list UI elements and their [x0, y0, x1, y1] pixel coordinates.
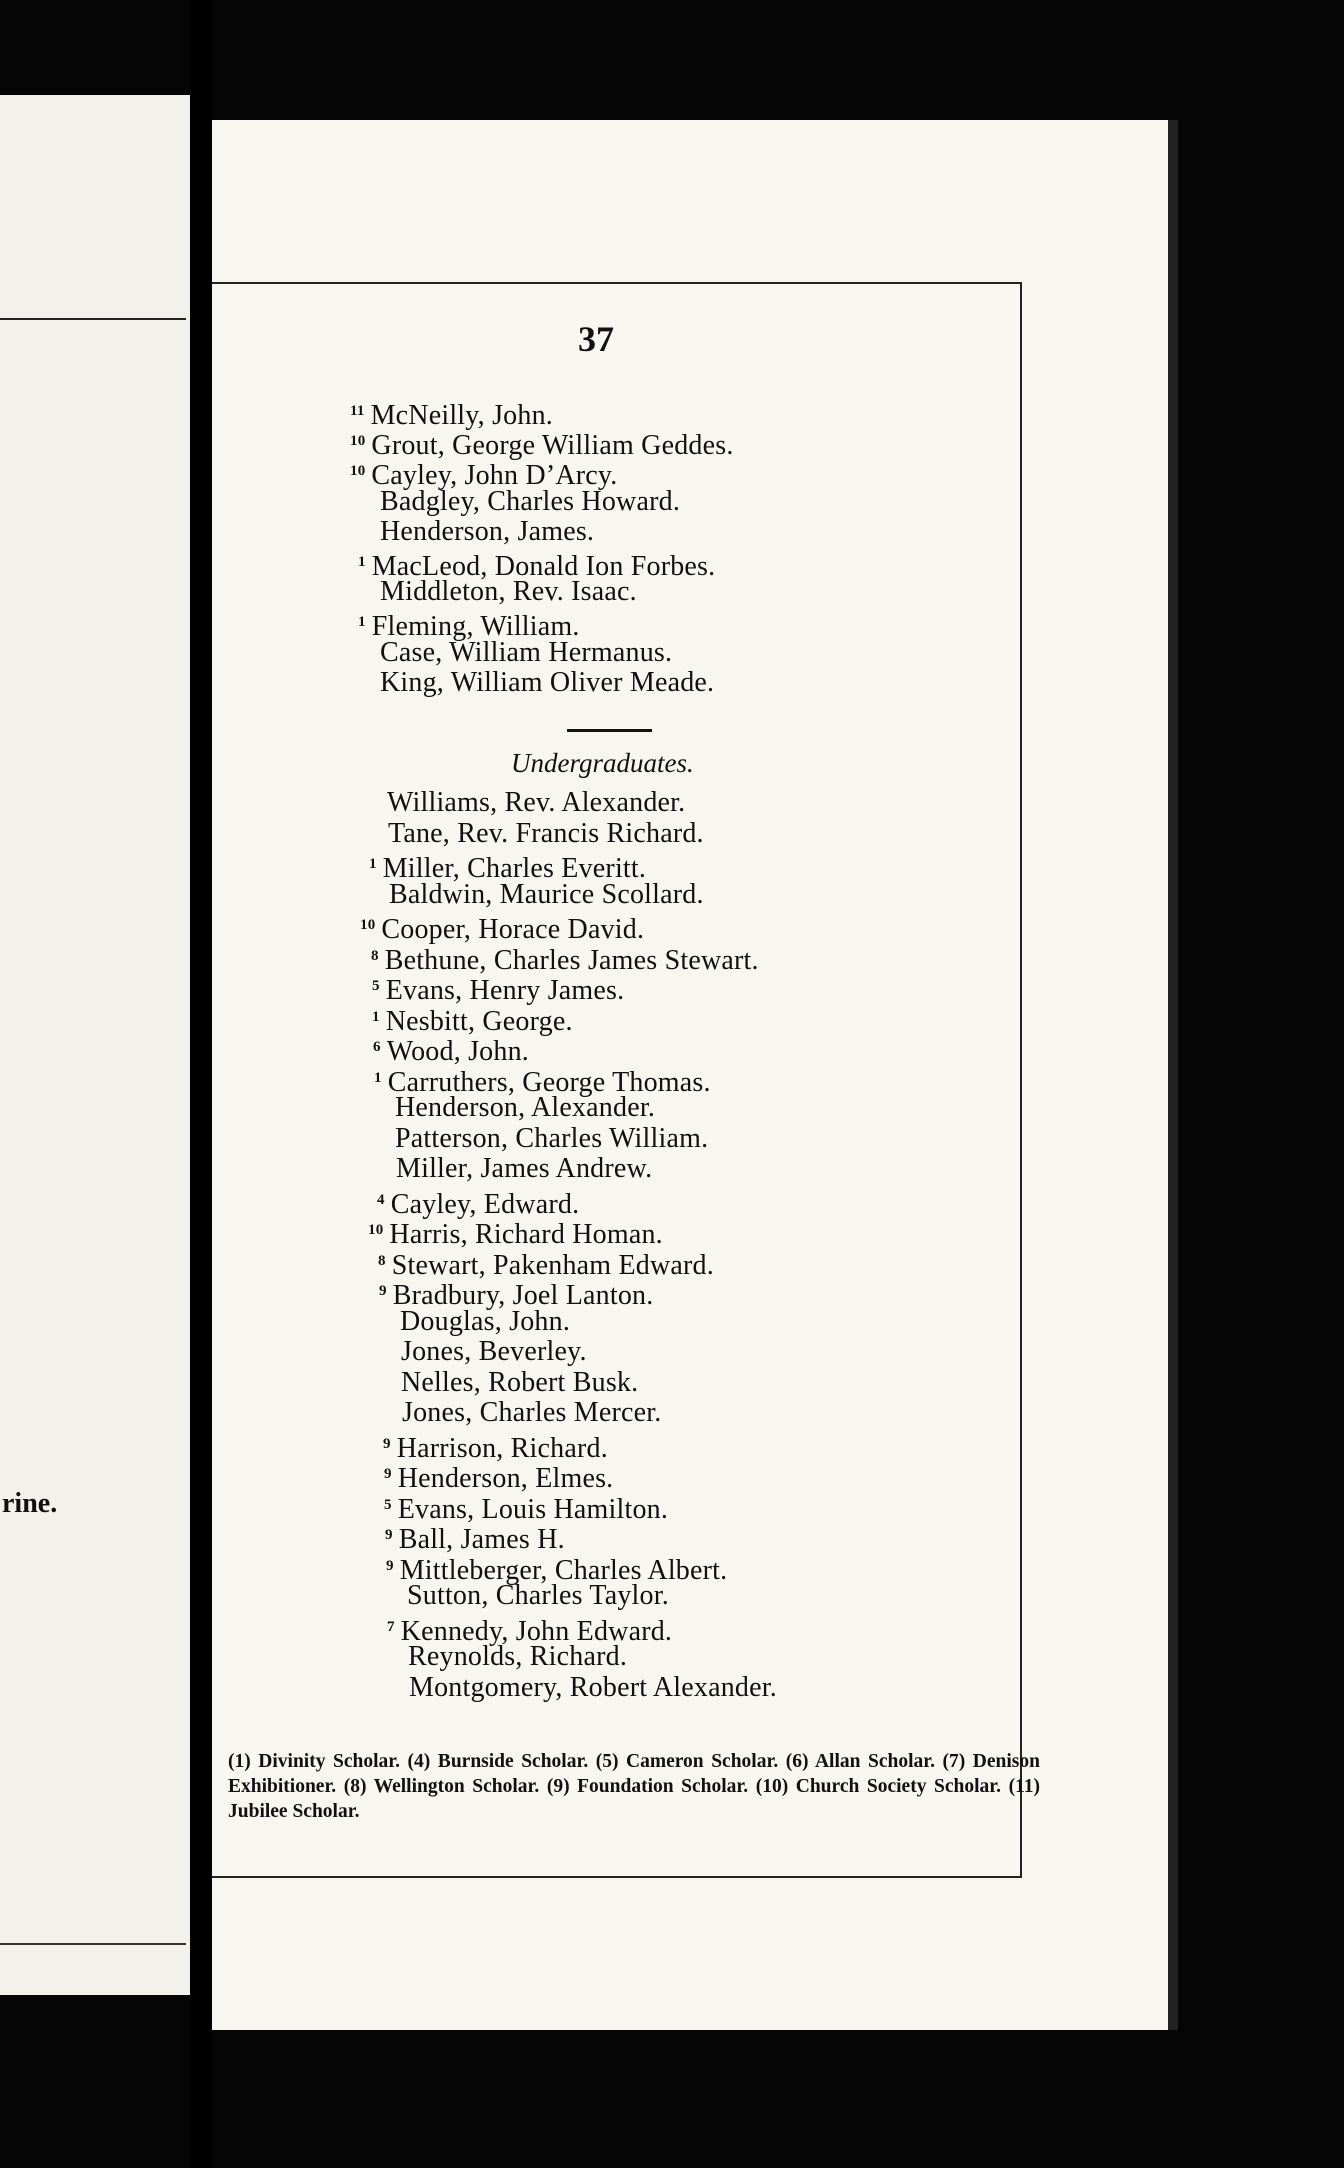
person-name: Sutton, Charles Taylor.: [407, 1580, 669, 1611]
person-name: Miller, James Andrew.: [396, 1153, 653, 1184]
person-name: Bethune, Charles James Stewart.: [384, 944, 759, 976]
page-edge: [1168, 120, 1178, 2030]
footnote-mark: 9: [379, 1283, 387, 1299]
person-name: Stewart, Pakenham Edward.: [391, 1249, 714, 1281]
list-item: [380, 517, 594, 547]
list-item: [409, 1673, 777, 1703]
list-item: [380, 487, 680, 517]
person-name: Harris, Richard Homan.: [389, 1219, 663, 1250]
person-name: Miller, Charles Everitt.: [382, 853, 647, 884]
section-divider: [567, 729, 652, 732]
footnote-mark: 10: [368, 1222, 384, 1238]
person-name: Evans, Louis Hamilton.: [397, 1493, 669, 1525]
list-item: [380, 577, 637, 607]
person-name: Mittleberger, Charles Albert.: [399, 1554, 728, 1586]
list-item: [380, 638, 672, 668]
person-name: Patterson, Charles William.: [395, 1122, 709, 1154]
person-name: Montgomery, Robert Alexander.: [409, 1671, 777, 1703]
person-name: Fleming, William.: [371, 611, 580, 643]
person-name: Reynolds, Richard.: [408, 1641, 628, 1672]
person-name: Henderson, Elmes.: [397, 1463, 614, 1494]
person-name: Jones, Beverley.: [401, 1336, 587, 1367]
person-name: MacLeod, Donald Ion Forbes.: [371, 551, 716, 582]
person-name: Case, William Hermanus.: [380, 636, 673, 668]
footnote-mark: 10: [360, 917, 376, 933]
footnote-mark: 9: [384, 1466, 392, 1482]
list-item: [387, 788, 685, 818]
list-item: [395, 1124, 708, 1154]
person-name: McNeilly, John.: [370, 400, 553, 431]
list-item: [402, 1398, 661, 1428]
person-name: Henderson, Alexander.: [395, 1092, 656, 1123]
footnote-mark: 7: [387, 1618, 395, 1635]
person-name: Cayley, Edward.: [390, 1188, 580, 1220]
person-name: Grout, George William Geddes.: [371, 430, 734, 462]
list-item: [407, 1581, 669, 1611]
person-name: Henderson, James.: [380, 515, 595, 547]
person-name: Badgley, Charles Howard.: [380, 485, 681, 517]
person-name: King, William Oliver Meade.: [380, 666, 715, 698]
left-page-bottom-rule: [0, 1943, 186, 1945]
list-item: [380, 668, 714, 698]
footnote-mark: 1: [369, 856, 377, 872]
footnote-mark: 1: [358, 614, 366, 631]
list-item: [389, 880, 704, 910]
footnote-mark: 10: [350, 463, 366, 480]
footnote-mark: 6: [373, 1039, 381, 1055]
person-name: Carruthers, George Thomas.: [387, 1066, 711, 1098]
left-page: [0, 95, 190, 1995]
footnote-mark: 1: [374, 1069, 382, 1086]
footnote-mark: 11: [350, 403, 365, 419]
person-name: Nelles, Robert Busk.: [401, 1366, 639, 1398]
person-name: Jones, Charles Mercer.: [402, 1397, 662, 1428]
list-item: [396, 1154, 652, 1184]
list-item: [400, 1307, 570, 1337]
footnote-mark: 8: [371, 947, 379, 964]
person-name: Evans, Henry James.: [385, 975, 625, 1006]
person-name: Douglas, John.: [400, 1305, 571, 1337]
footnote-mark: 1: [372, 1008, 380, 1025]
person-name: Harrison, Richard.: [396, 1432, 608, 1464]
list-item: [401, 1368, 638, 1398]
footnote-mark: 9: [386, 1557, 394, 1574]
person-name: Wood, John.: [386, 1036, 529, 1067]
footnote-mark: 1: [358, 554, 366, 570]
person-name: Kennedy, John Edward.: [400, 1615, 673, 1647]
footnote-mark: 5: [372, 978, 380, 994]
list-item: [401, 1337, 587, 1367]
footnote-mark: 9: [385, 1527, 393, 1543]
person-name: Williams, Rev. Alexander.: [387, 787, 686, 818]
person-name: Tane, Rev. Francis Richard.: [388, 817, 704, 849]
person-name: Cooper, Horace David.: [381, 914, 645, 945]
person-name: Cayley, John D’Arcy.: [371, 460, 618, 492]
footnote-mark: 8: [378, 1252, 386, 1269]
page-number: 37: [578, 319, 614, 359]
list-item: [388, 819, 704, 849]
list-item: [395, 1093, 655, 1123]
book-gutter: [190, 0, 212, 2168]
list-item: [408, 1642, 627, 1672]
section-heading: Undergraduates.: [511, 748, 694, 778]
person-name: Baldwin, Maurice Scollard.: [389, 878, 704, 910]
left-page-text-fragment: rine.: [2, 1488, 58, 1519]
footnote-mark: 10: [350, 433, 366, 450]
person-name: Middleton, Rev. Isaac.: [380, 576, 637, 608]
person-name: Nesbitt, George.: [385, 1005, 573, 1037]
footnote-mark: 5: [384, 1496, 392, 1513]
footnote-mark: 4: [377, 1191, 385, 1208]
footnotes: (1) Divinity Scholar. (4) Burnside Scholar. (5) Cameron Scholar. (6) Allan Scholar. (7) Denison Exhibitioner. (8) Wellington Scholar. (9) Foundation Scholar. (10) Church Society Scholar. (11) Jubilee Scholar.: [228, 1751, 1040, 1822]
person-name: Bradbury, Joel Lanton.: [392, 1280, 654, 1311]
person-name: Ball, James H.: [398, 1524, 565, 1555]
footnote-mark: 9: [383, 1435, 391, 1452]
left-page-rule: [0, 318, 186, 320]
